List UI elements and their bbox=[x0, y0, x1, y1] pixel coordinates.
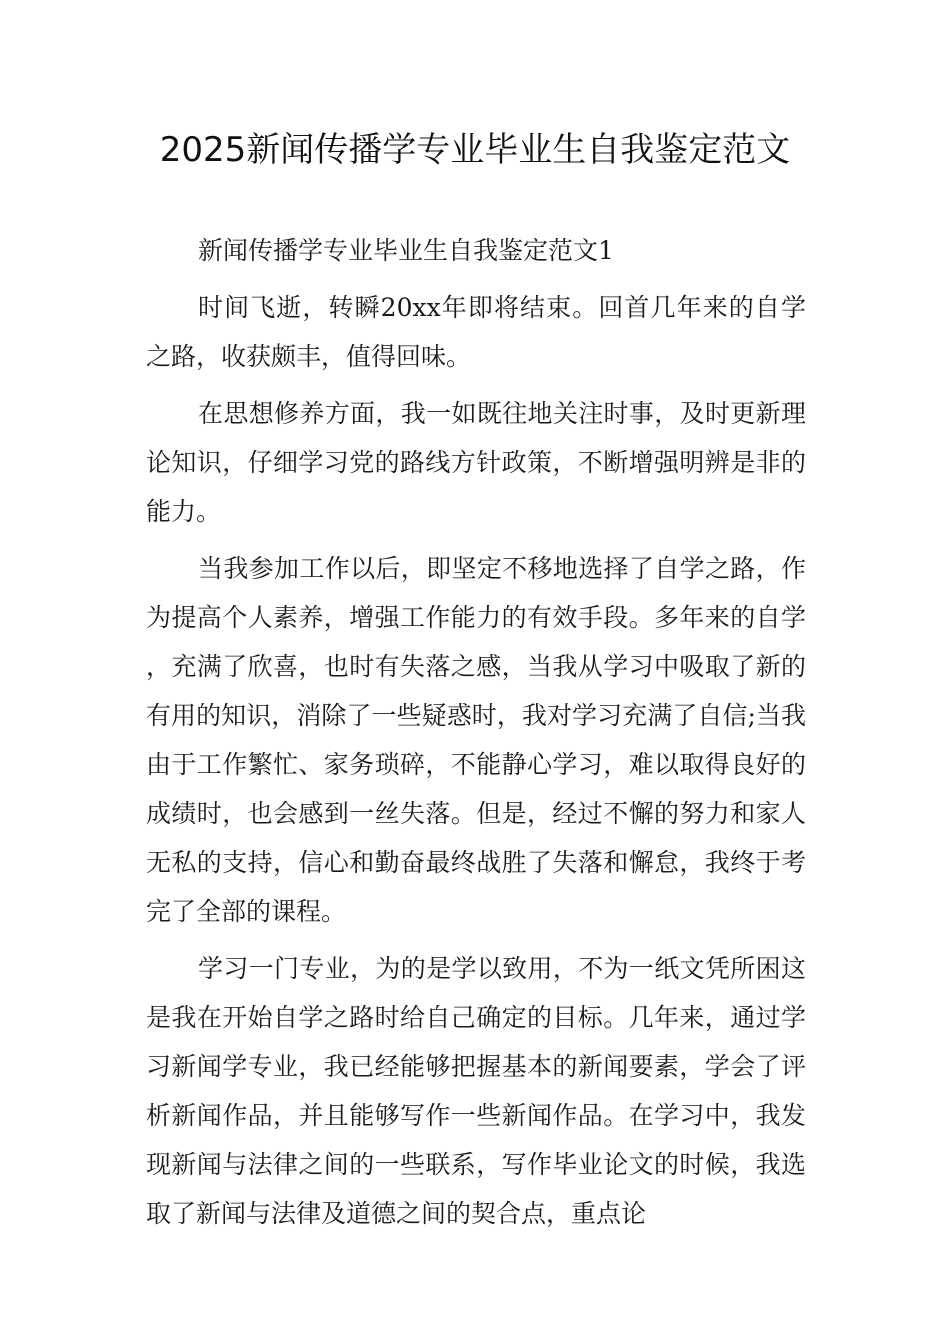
paragraph-2: 在思想修养方面，我一如既往地关注时事，及时更新理论知识，仔细学习党的路线方针政策，不断增强明辨是非的能力。 bbox=[146, 399, 806, 526]
section-subheading: 新闻传播学专业毕业生自我鉴定范文1 bbox=[198, 236, 614, 265]
document-body bbox=[146, 226, 806, 1238]
paragraph-3: 当我参加工作以后，即坚定不移地选择了自学之路，作为提高个人素养，增强工作能力的有效手段。多年来的自学，充满了欣喜，也时有失落之感，当我从学习中吸取了新的有用的知识，消除了一些疑惑时，我对学习充满了自信;当我由于工作繁忙、家务琐碎，不能静心学习，难以取得良好的成绩时，也会感到一丝失落。但是，经过不懈的努力和家人无私的支持，信心和勤奋最终战胜了失落和懈怠，我终于考完了全部的课程。 bbox=[146, 554, 806, 926]
paragraph-4: 学习一门专业，为的是学以致用，不为一纸文凭所困这是我在开始自学之路时给自己确定的目标。几年来，通过学习新闻学专业，我已经能够把握基本的新闻要素，学会了评析新闻作品，并且能够写作一些新闻作品。在学习中，我发现新闻与法律之间的一些联系，写作毕业论文的时候，我选取了新闻与法律及道德之间的契合点，重点论 bbox=[146, 954, 806, 1228]
paragraph-1: 时间飞逝，转瞬20xx年即将结束。回首几年来的自学之路，收获颇丰，值得回味。 bbox=[146, 293, 806, 371]
document-title: 2025新闻传播学专业毕业生自我鉴定范文 bbox=[159, 130, 791, 170]
